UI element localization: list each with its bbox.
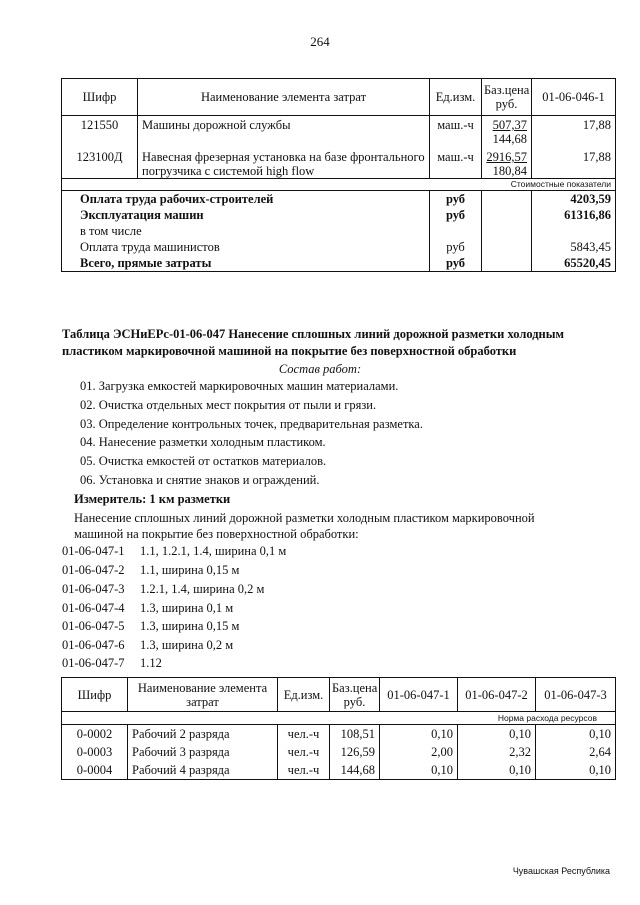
table-header-row [62,678,616,712]
table-row [62,743,616,761]
header-unit: Ед.изм. [278,678,330,712]
row-name: Навесная фрезерная установка на базе фронтального погрузчика с системой high flow [138,146,430,179]
summary-row [62,223,616,239]
header-code: Шифр [62,678,128,712]
row-unit: маш.-ч [430,146,482,164]
row-price-bottom: 144,68 [482,132,532,146]
variant-code: 01-06-047-6 [62,638,125,652]
row-price-top: 507,37 [482,116,532,133]
row-value-3: 0,10 [536,761,616,780]
page-number: 264 [310,34,330,49]
row-name: Рабочий 4 разряда [128,761,278,780]
row-price: 144,68 [330,761,380,780]
measure-description: Нанесение сплошных линий дорожной разметки холодным пластиком маркировочной машиной на покрытие без поверхностной обработки: [74,511,535,541]
header-unit: Ед.изм. [430,79,482,116]
row-value-3: 2,64 [536,743,616,761]
row-value-2: 0,10 [458,725,536,744]
variant-desc: 1.3, ширина 0,1 м [140,601,234,615]
variant-desc: 1.1, ширина 0,15 м [140,563,240,577]
table-row [62,146,616,164]
row-value-1: 0,10 [380,725,458,744]
summary-unit: руб [430,191,482,208]
row-name: Машины дорожной службы [138,116,430,133]
row-price-bottom: 180,84 [482,164,532,179]
measure: Измеритель: 1 км разметки [74,492,231,506]
variant-code: 01-06-047-4 [62,601,125,615]
summary-row [62,191,616,208]
section-label: Норма расхода ресурсов [62,712,616,725]
variant-code: 01-06-047-5 [62,619,125,633]
row-unit: чел.-ч [278,725,330,744]
header-col-047-1: 01-06-047-1 [380,678,458,712]
row-value: 17,88 [532,116,616,133]
header-name: Наименование элемента затрат [138,79,430,116]
work-item: 06. Установка и снятие знаков и ограждений. [80,473,320,487]
row-price: 108,51 [330,725,380,744]
work-item: 04. Нанесение разметки холодным пластиком. [80,435,326,449]
summary-label: Эксплуатация машин [62,207,430,223]
table-header-row [62,79,616,116]
variant-item [62,601,233,616]
summary-row [62,207,616,223]
row-price: 126,59 [330,743,380,761]
variant-code: 01-06-047-1 [62,544,125,558]
summary-label: Всего, прямые затраты [62,255,430,272]
summary-row [62,255,616,272]
table-row [62,116,616,133]
resource-table-047 [61,677,616,780]
variant-item [62,563,239,578]
header-name: Наименование элемента затрат [128,678,278,712]
summary-label: Оплата труда рабочих-строителей [62,191,430,208]
variant-desc: 1.1, 1.2.1, 1.4, ширина 0,1 м [140,544,287,558]
footer-region: Чувашская Республика [512,866,610,876]
row-code: 0-0002 [62,725,128,744]
row-value-2: 2,32 [458,743,536,761]
variant-desc: 1.3, ширина 0,2 м [140,638,234,652]
section-row [62,179,616,191]
variant-desc: 1.3, ширина 0,15 м [140,619,240,633]
row-value-3: 0,10 [536,725,616,744]
summary-label: в том числе [62,223,430,239]
section-label: Стоимостные показатели [62,179,616,191]
cost-table-046 [61,78,616,272]
summary-value: 4203,59 [532,191,616,208]
row-unit: чел.-ч [278,761,330,780]
row-code: 121550 [62,116,138,133]
variant-item [62,582,264,597]
summary-label: Оплата труда машинистов [62,239,430,255]
variant-code: 01-06-047-2 [62,563,125,577]
variant-item [62,656,162,671]
summary-row [62,239,616,255]
row-value: 17,88 [532,146,616,164]
section-row [62,712,616,725]
variant-item [62,619,239,634]
header-price: Баз.цена руб. [482,79,532,116]
variant-desc: 1.2.1, 1.4, ширина 0,2 м [140,582,265,596]
row-value-1: 2,00 [380,743,458,761]
variant-item [62,544,286,559]
work-item: 03. Определение контрольных точек, предварительная разметка. [80,417,423,431]
table-row [62,761,616,780]
summary-value: 65520,45 [532,255,616,272]
variant-code: 01-06-047-7 [62,656,125,670]
row-name: Рабочий 2 разряда [128,725,278,744]
row-code: 0-0003 [62,743,128,761]
row-name: Рабочий 3 разряда [128,743,278,761]
row-unit: чел.-ч [278,743,330,761]
work-item: 01. Загрузка емкостей маркировочных машин материалами. [80,379,399,393]
header-col-047-3: 01-06-047-3 [536,678,616,712]
table-title: Таблица ЭСНиЕРс-01-06-047 Нанесение сплошных линий дорожной разметки холодным пластиком маркировочной машиной на покрытие без поверхностной обработки [62,327,565,358]
header-code: Шифр [62,79,138,116]
row-value-2: 0,10 [458,761,536,780]
composition-title: Состав работ: [278,362,362,376]
table-row-sub [62,132,616,146]
summary-unit: руб [430,207,482,223]
variant-desc: 1.12 [140,656,162,670]
row-code: 123100Д [62,146,138,164]
work-item: 02. Очистка отдельных мест покрытия от пыли и грязи. [80,398,377,412]
variant-code: 01-06-047-3 [62,582,125,596]
header-col-047-2: 01-06-047-2 [458,678,536,712]
row-unit: маш.-ч [430,116,482,133]
header-price: Баз.цена руб. [330,678,380,712]
variant-item [62,638,233,653]
summary-unit: руб [430,255,482,272]
header-col-046-1: 01-06-046-1 [532,79,616,116]
table-row [62,725,616,744]
row-value-1: 0,10 [380,761,458,780]
summary-unit: руб [430,239,482,255]
summary-value: 61316,86 [532,207,616,223]
row-price-top: 2916,57 [482,146,532,164]
row-code: 0-0004 [62,761,128,780]
work-item: 05. Очистка емкостей от остатков материалов. [80,454,327,468]
summary-value: 5843,45 [532,239,616,255]
